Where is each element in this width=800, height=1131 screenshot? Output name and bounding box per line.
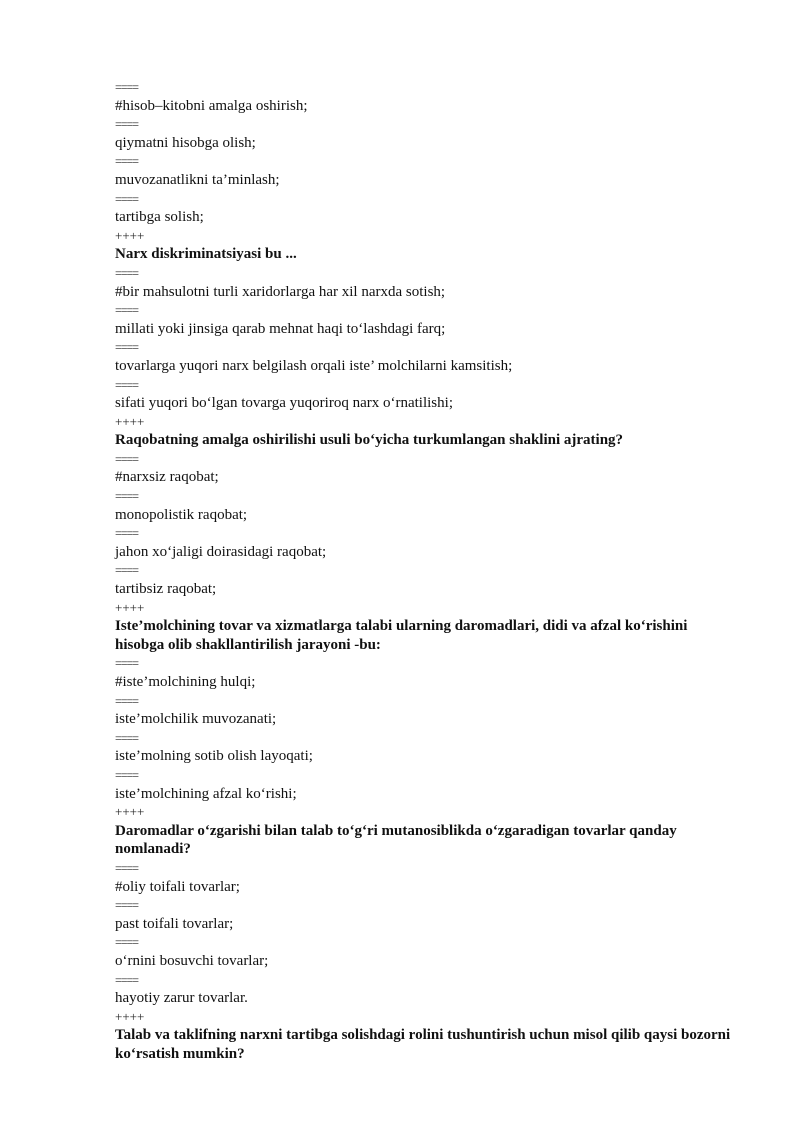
question-text: Talab va taklifning narxni tartibga solishdagi rolini tushuntirish uchun misol qilib qaysi bozorni ko‘rsatish mumkin? xyxy=(115,1027,731,1062)
separator-line: ==== xyxy=(115,563,139,578)
answer-option: iste’molchining afzal ko‘rishi; xyxy=(115,785,297,802)
separator-line: ==== xyxy=(115,656,139,671)
answer-option: iste’molning sotib olish layoqati; xyxy=(115,748,313,765)
separator-line: ==== xyxy=(115,117,139,132)
separator-line: ==== xyxy=(115,972,139,987)
separator-line: ==== xyxy=(115,191,139,206)
answer-option: hayotiy zarur tovarlar. xyxy=(115,990,248,1007)
question-marker-line: ++++ xyxy=(115,413,145,429)
answer-option: tartibga solish; xyxy=(115,209,204,226)
separator-line: ==== xyxy=(115,303,139,318)
answer-option: #bir mahsulotni turli xaridorlarga har xil narxda sotish; xyxy=(115,283,446,300)
answer-option: #oliy toifali tovarlar; xyxy=(115,878,240,895)
question-marker-line: ++++ xyxy=(115,1008,145,1024)
separator-line: ==== xyxy=(115,451,139,466)
answer-option: muvozanatlikni ta’minlash; xyxy=(115,171,280,188)
separator-line: ==== xyxy=(115,377,139,392)
question-text: Iste’molchining tovar va xizmatlarga talabi ularning daromadlari, didi va afzal ko‘rishini hisobga olib shakllantirilish jarayoni -bu: xyxy=(115,618,688,653)
separator-line: ==== xyxy=(115,489,139,504)
question-marker-line: ++++ xyxy=(115,227,145,243)
answer-option: sifati yuqori bo‘lgan tovarga yuqoriroq narx o‘rnatilishi; xyxy=(115,395,453,412)
separator-line: ==== xyxy=(115,935,139,950)
separator-line: ==== xyxy=(115,526,139,541)
question-text: Daromadlar o‘zgarishi bilan talab to‘g‘ri mutanosiblikda o‘zgaradigan tovarlar qanday nomlanadi? xyxy=(115,822,677,858)
answer-option: #hisob–kitobni amalga oshirish; xyxy=(115,97,308,114)
answer-option: #iste’molchining hulqi; xyxy=(115,674,256,690)
answer-option: monopolistik raqobat; xyxy=(115,506,248,523)
separator-line: ==== xyxy=(115,154,139,169)
separator-line: ==== xyxy=(115,265,139,280)
answer-option: tartibsiz raqobat; xyxy=(115,581,217,598)
question-text: Raqobatning amalga oshirilishi usuli bo‘yicha turkumlangan shaklini ajrating? xyxy=(115,432,624,449)
answer-option: tovarlarga yuqori narx belgilash orqali iste’ molchilarni kamsitish; xyxy=(115,357,513,374)
separator-line: ==== xyxy=(115,340,139,355)
answer-option: #narxsiz raqobat; xyxy=(115,469,219,486)
document-page xyxy=(115,78,755,1063)
separator-line: ==== xyxy=(115,730,139,745)
answer-option: past toifali tovarlar; xyxy=(115,915,234,932)
answer-option: jahon xo‘jaligi doirasidagi raqobat; xyxy=(115,543,327,560)
separator-line: ==== xyxy=(115,80,139,94)
answer-option: millati yoki jinsiga qarab mehnat haqi to‘lashdagi farq; xyxy=(115,320,446,337)
question-marker-line: ++++ xyxy=(115,599,145,615)
question-text: Narx diskriminatsiyasi bu ... xyxy=(115,246,297,263)
separator-line: ==== xyxy=(115,767,139,782)
answer-option: qiymatni hisobga olish; xyxy=(115,134,256,151)
separator-line: ==== xyxy=(115,898,139,913)
question-marker-line: ++++ xyxy=(115,804,145,820)
separator-line: ==== xyxy=(115,860,139,875)
separator-line: ==== xyxy=(115,693,139,708)
answer-option: iste’molchilik muvozanati; xyxy=(115,711,277,728)
answer-option: o‘rnini bosuvchi tovarlar; xyxy=(115,952,269,969)
